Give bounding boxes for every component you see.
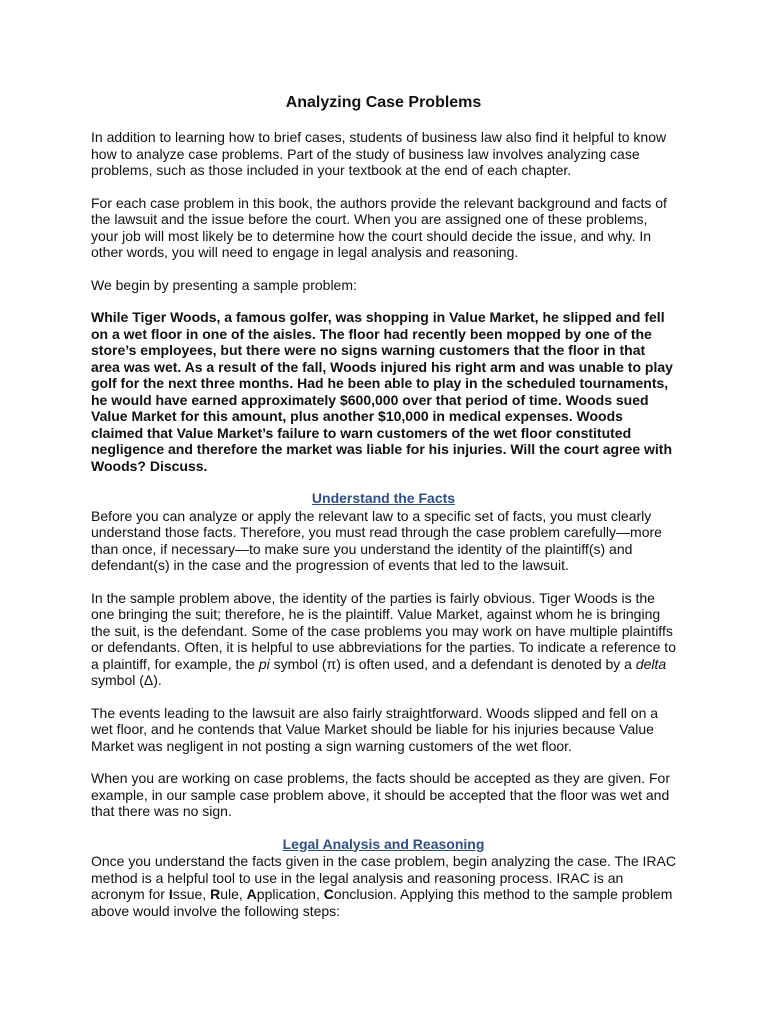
irac-r-letter: R bbox=[210, 886, 221, 902]
pi-term: pi bbox=[258, 655, 270, 672]
irac-a-rest: pplication bbox=[256, 886, 316, 902]
facts-paragraph-2-text-c: symbol (Δ). bbox=[91, 672, 162, 688]
analysis-text-b: . Applying this method to the sample problem above would involve the following steps: bbox=[91, 886, 673, 919]
irac-i-letter: I bbox=[168, 886, 173, 902]
intro-paragraph-1: In addition to learning how to brief cases, students of business law also find it helpful to know how to analyze case problems. Part of the study of business law involves analyzing case problems, such as those included in your textbook at the end of each chapter. bbox=[91, 129, 667, 178]
delta-term: delta bbox=[635, 655, 667, 672]
intro-paragraph-3: We begin by presenting a sample problem: bbox=[91, 276, 357, 293]
intro-paragraph-2: For each case problem in this book, the authors provide the relevant background and facts of the lawsuit and the issue before the court. When you are assigned one of these problems, your job will most likely be to determine how the court should decide the issue, and why. In other words, you will need to engage in legal analysis and reasoning. bbox=[91, 194, 667, 260]
facts-paragraph-2 bbox=[91, 590, 676, 689]
heading-legal-analysis: Legal Analysis and Reasoning bbox=[282, 835, 485, 852]
facts-paragraph-3: The events leading to the lawsuit are also fairly straightforward. Woods slipped and fell on a wet floor, and he contends that Value Market should be liable for his injuries because Value Market was negligent in not posting a sign warning customers of the wet floor. bbox=[91, 704, 659, 754]
irac-sep-1: , bbox=[202, 886, 211, 902]
irac-r-rest: ule bbox=[220, 886, 239, 902]
irac-sep-3: , bbox=[315, 886, 324, 902]
irac-sep-2: , bbox=[238, 886, 247, 902]
irac-i-rest: ssue bbox=[172, 886, 203, 902]
heading-understand-the-facts: Understand the Facts bbox=[311, 490, 456, 506]
facts-paragraph-2-text-a: In the sample problem above, the identity of the parties is fairly obvious. Tiger Woods is the one bringing the suit; therefore, he is the plaintiff. Value Market, against whom he is bringing the suit, is the defendant. Some of the case problems you may work on have multiple plaintiffs or defendants. Often, it is helpful to use abbreviations for the parties. To indicate a reference to a plaintiff, for example, the bbox=[91, 589, 676, 672]
irac-c-rest: onclusion bbox=[333, 886, 393, 902]
analysis-text-a: Once you understand the facts given in the case problem, begin analyzing the case. The IRAC method is a helpful tool to use in the legal analysis and reasoning process. IRAC is an acronym for bbox=[91, 853, 676, 902]
analysis-paragraph-1 bbox=[91, 853, 676, 919]
sample-problem: While Tiger Woods, a famous golfer, was shopping in Value Market, he slipped and fell on a wet floor in one of the aisles. The floor had recently been mopped by one of the store’s employees, but there were no signs warning customers that the floor in that area was wet. As a result of the fall, Woods injured his right arm and was unable to play golf for the next three months. Had he been able to play in the scheduled tournaments, he would have earned approximately $600,000 over that period of time. Woods sued Value Market for this amount, plus another $10,000 in medical expenses. Woods claimed that Value Market’s failure to warn customers of the wet floor constituted negligence and therefore the market was liable for his injuries. Will the court agree with Woods? Discuss. bbox=[91, 309, 673, 474]
facts-paragraph-4: When you are working on case problems, the facts should be accepted as they are given. For example, in our sample case problem above, it should be accepted that the floor was wet and that there was no sign. bbox=[91, 770, 670, 819]
facts-paragraph-1: Before you can analyze or apply the relevant law to a specific set of facts, you must clearly understand those facts. Therefore, you must read through the case problem carefully—more than once, if necessary—to make sure you understand the identity of the plaintiff(s) and defendant(s) in the case and the progression of events that led to the lawsuit. bbox=[91, 507, 662, 573]
irac-a-letter: A bbox=[246, 886, 257, 902]
facts-paragraph-2-text-b: symbol (π) is often used, and a defendant is denoted by a bbox=[269, 655, 636, 672]
page-title: Analyzing Case Problems bbox=[285, 94, 482, 111]
irac-c-letter: C bbox=[323, 886, 334, 902]
